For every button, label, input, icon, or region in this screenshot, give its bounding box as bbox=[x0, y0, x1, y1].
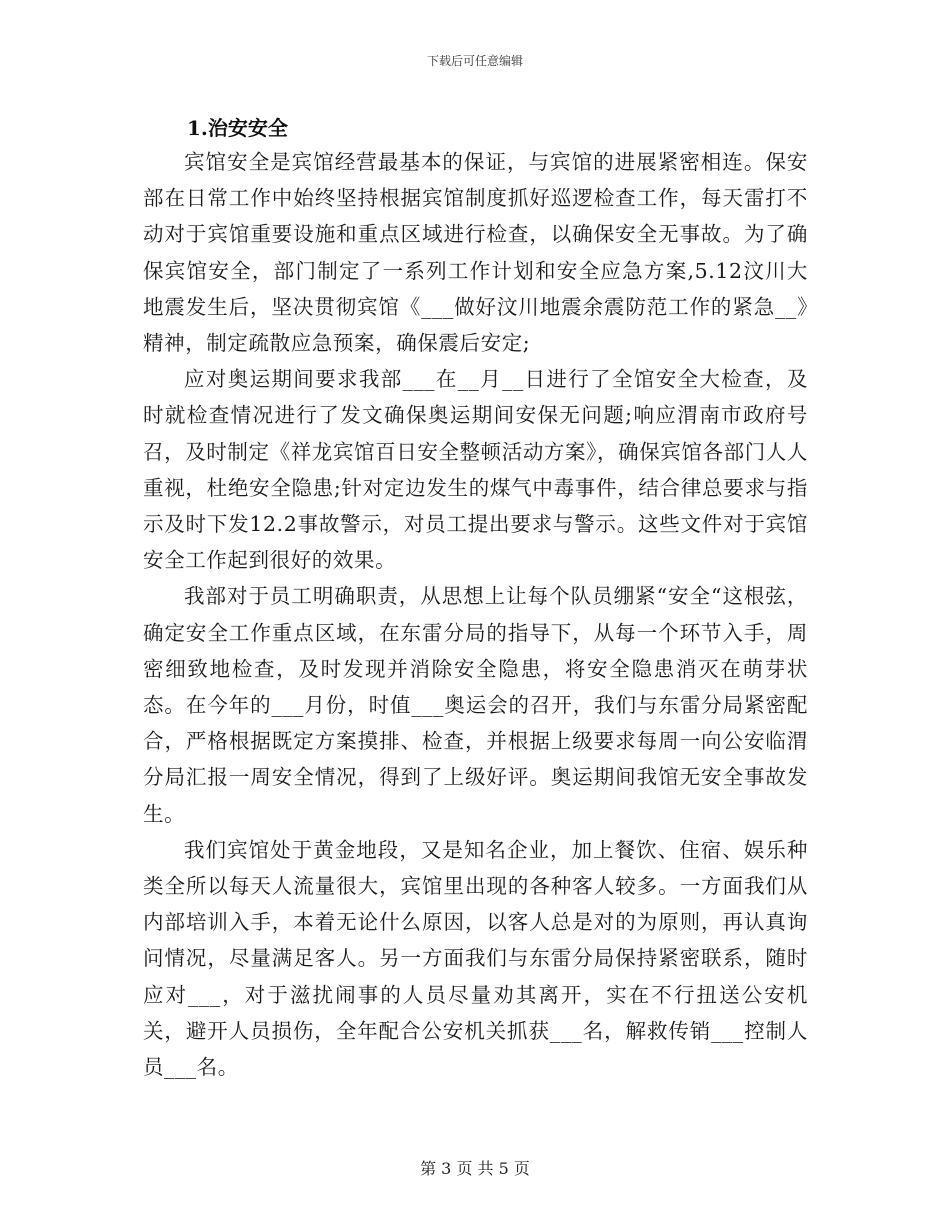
paragraph: 应对奥运期间要求我部___在__月__日进行了全馆安全大检查，及时就检查情况进行了发文确保奥运期间安保无问题;响应渭南市政府号召，及时制定《祥龙宾馆百日安全整顿活动方案》，确保宾馆各部门人人重视，杜绝安全隐患;针对定边发生的煤气中毒事件，结合律总要求与指示及时下发12.2事故警示，对员工提出要求与警示。这些文件对于宾馆安全工作起到很好的效果。 bbox=[143, 367, 808, 573]
page-number: 第 3 页 共 5 页 bbox=[420, 1159, 530, 1178]
section-heading: 1.治安安全 bbox=[187, 116, 288, 140]
page-header: 下载后可任意编辑 bbox=[426, 54, 523, 68]
document-body bbox=[143, 144, 808, 1085]
paragraph: 我部对于员工明确职责，从思想上让每个队员绷紧“安全“这根弦，确定安全工作重点区域，在东雷分局的指导下，从每一个环节入手，周密细致地检查，及时发现并消除安全隐患，将安全隐患消灭在萌芽状态。在今年的___月份，时值___奥运会的召开，我们与东雷分局紧密配合，严格根据既定方案摸排、检查，并根据上级要求每周一向公安临渭分局汇报一周安全情况，得到了上级好评。奥运期间我馆无安全事故发生。 bbox=[143, 584, 808, 826]
paragraph: 宾馆安全是宾馆经营最基本的保证，与宾馆的进展紧密相连。保安部在日常工作中始终坚持根据宾馆制度抓好巡逻检查工作，每天雷打不动对于宾馆重要设施和重点区域进行检查，以确保安全无事故。为了确保宾馆安全，部门制定了一系列工作计划和安全应急方案,5.12汶川大地震发生后，坚决贯彻宾馆《___做好汶川地震余震防范工作的紧急__》精神，制定疏散应急预案，确保震后安定; bbox=[143, 150, 808, 356]
paragraph: 我们宾馆处于黄金地段，又是知名企业，加上餐饮、住宿、娱乐种类全所以每天人流量很大，宾馆里出现的各种客人较多。一方面我们从内部培训入手，本着无论什么原因，以客人总是对的为原则，再认真询问情况，尽量满足客人。另一方面我们与东雷分局保持紧密联系，随时应对___，对于滋扰闹事的人员尽量劝其离开，实在不行扭送公安机关，避开人员损伤，全年配合公安机关抓获___名，解救传销___控制人员___名。 bbox=[143, 837, 808, 1080]
